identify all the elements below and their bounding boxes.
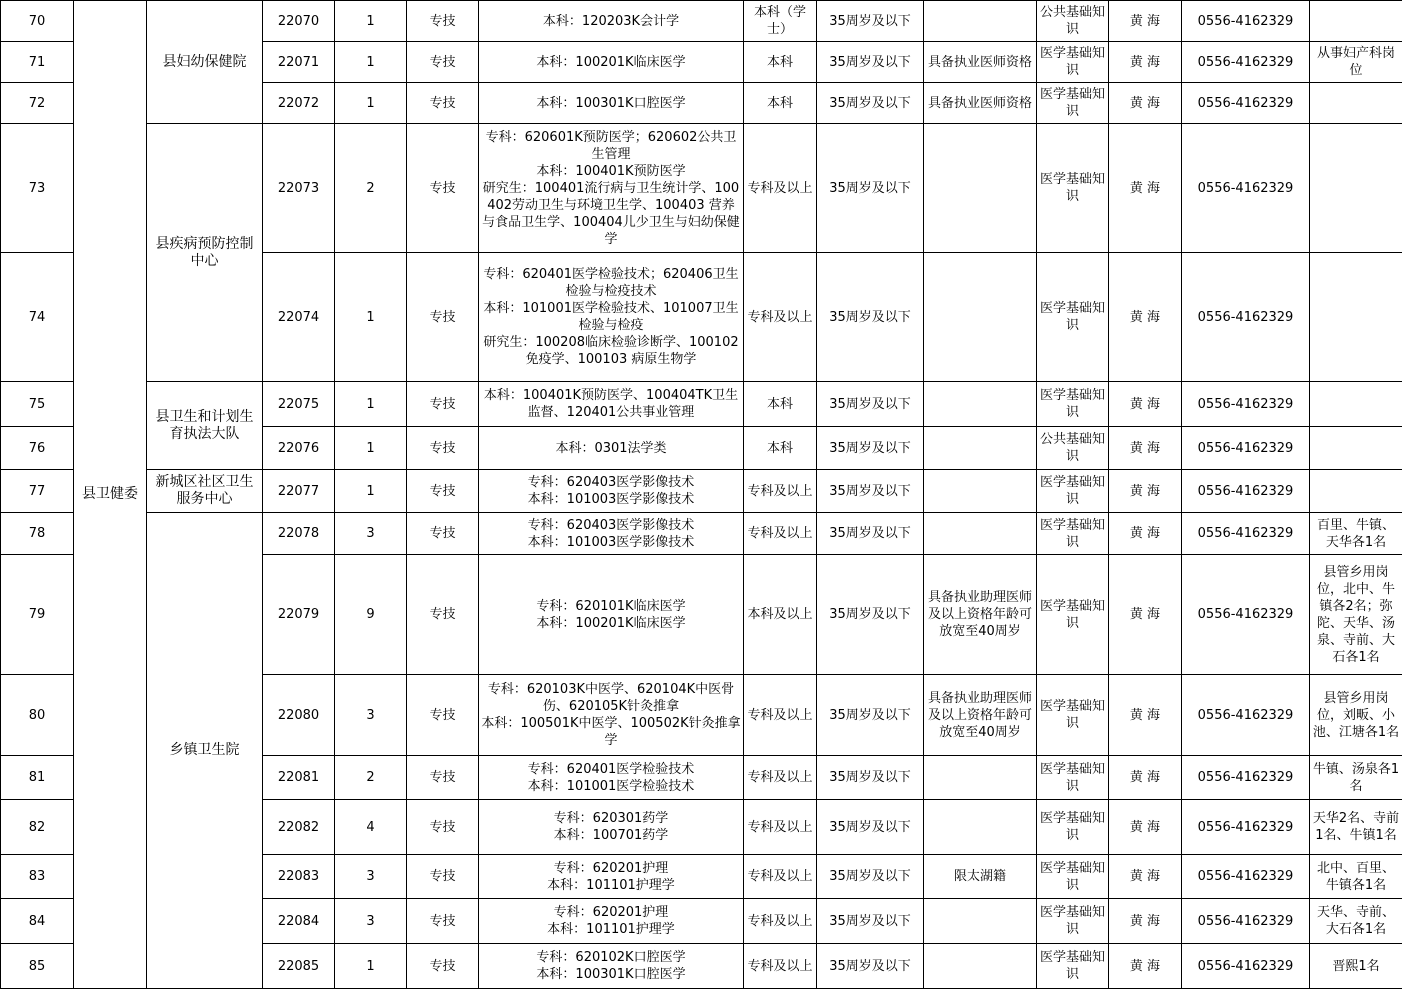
- education-requirement: 专科及以上: [744, 253, 817, 382]
- table-row: [1, 513, 1402, 555]
- row-seq: 83: [1, 855, 74, 899]
- post-count: 2: [335, 124, 407, 253]
- contact-person: 黄 海: [1109, 756, 1182, 800]
- education-requirement: 专科及以上: [744, 124, 817, 253]
- contact-person: 黄 海: [1109, 513, 1182, 555]
- contact-phone: 0556-4162329: [1182, 855, 1310, 899]
- education-requirement: 本科: [744, 42, 817, 83]
- post-count: 1: [335, 944, 407, 989]
- age-requirement: 35周岁及以下: [817, 675, 924, 756]
- post-count: 9: [335, 555, 407, 675]
- contact-phone: 0556-4162329: [1182, 83, 1310, 124]
- other-requirement: [924, 470, 1037, 513]
- major-requirement: 专科：620201护理 本科：101101护理学: [479, 855, 744, 899]
- row-seq: 85: [1, 944, 74, 989]
- contact-phone: 0556-4162329: [1182, 253, 1310, 382]
- post-count: 4: [335, 800, 407, 855]
- contact-phone: 0556-4162329: [1182, 944, 1310, 989]
- other-requirement: [924, 800, 1037, 855]
- major-requirement: 专科：620403医学影像技术 本科：101003医学影像技术: [479, 470, 744, 513]
- education-requirement: 本科: [744, 382, 817, 427]
- age-requirement: 35周岁及以下: [817, 1, 924, 42]
- contact-phone: 0556-4162329: [1182, 513, 1310, 555]
- remark: [1310, 253, 1402, 382]
- age-requirement: 35周岁及以下: [817, 513, 924, 555]
- post-count: 2: [335, 756, 407, 800]
- row-seq: 76: [1, 427, 74, 470]
- contact-person: 黄 海: [1109, 675, 1182, 756]
- exam-subject: 医学基础知识: [1037, 513, 1109, 555]
- major-requirement: 专科：620101K临床医学 本科：100201K临床医学: [479, 555, 744, 675]
- post-code: 22072: [263, 83, 335, 124]
- other-requirement: [924, 756, 1037, 800]
- education-requirement: 专科及以上: [744, 756, 817, 800]
- remark: 晋熙1名: [1310, 944, 1402, 989]
- other-requirement: [924, 253, 1037, 382]
- post-count: 3: [335, 675, 407, 756]
- other-requirement: [924, 944, 1037, 989]
- post-type: 专技: [407, 675, 479, 756]
- remark: 牛镇、汤泉各1名: [1310, 756, 1402, 800]
- post-count: 1: [335, 382, 407, 427]
- exam-subject: 医学基础知识: [1037, 800, 1109, 855]
- exam-subject: 医学基础知识: [1037, 83, 1109, 124]
- remark: [1310, 1, 1402, 42]
- row-seq: 73: [1, 124, 74, 253]
- exam-subject: 公共基础知识: [1037, 427, 1109, 470]
- remark: 天华2名、寺前1名、牛镇1名: [1310, 800, 1402, 855]
- remark: 百里、牛镇、天华各1名: [1310, 513, 1402, 555]
- post-code: 22079: [263, 555, 335, 675]
- remark: [1310, 382, 1402, 427]
- age-requirement: 35周岁及以下: [817, 42, 924, 83]
- contact-phone: 0556-4162329: [1182, 1, 1310, 42]
- post-type: 专技: [407, 800, 479, 855]
- other-requirement: 具备执业助理医师及以上资格年龄可放宽至40周岁: [924, 555, 1037, 675]
- age-requirement: 35周岁及以下: [817, 899, 924, 944]
- post-code: 22073: [263, 124, 335, 253]
- major-requirement: 专科：620601K预防医学；620602公共卫生管理 本科：100401K预防医学 研究生：100401流行病与卫生统计学、100402劳动卫生与环境卫生学、100403 营养与食品卫生学、100404儿少卫生与妇幼保健学: [479, 124, 744, 253]
- post-code: 22077: [263, 470, 335, 513]
- age-requirement: 35周岁及以下: [817, 124, 924, 253]
- contact-phone: 0556-4162329: [1182, 382, 1310, 427]
- row-seq: 78: [1, 513, 74, 555]
- age-requirement: 35周岁及以下: [817, 427, 924, 470]
- contact-phone: 0556-4162329: [1182, 555, 1310, 675]
- education-requirement: 专科及以上: [744, 470, 817, 513]
- education-requirement: 专科及以上: [744, 899, 817, 944]
- exam-subject: 医学基础知识: [1037, 675, 1109, 756]
- major-requirement: 本科：100401K预防医学、100404TK卫生监督、120401公共事业管理: [479, 382, 744, 427]
- department-cell: 县卫健委: [74, 1, 147, 989]
- post-type: 专技: [407, 42, 479, 83]
- major-requirement: 专科：620103K中医学、620104K中医骨伤、620105K针灸推拿 本科：100501K中医学、100502K针灸推拿学: [479, 675, 744, 756]
- other-requirement: 具备执业助理医师及以上资格年龄可放宽至40周岁: [924, 675, 1037, 756]
- row-seq: 82: [1, 800, 74, 855]
- major-requirement: 专科：620201护理 本科：101101护理学: [479, 899, 744, 944]
- contact-phone: 0556-4162329: [1182, 899, 1310, 944]
- post-count: 1: [335, 42, 407, 83]
- row-seq: 74: [1, 253, 74, 382]
- row-seq: 79: [1, 555, 74, 675]
- post-count: 3: [335, 855, 407, 899]
- age-requirement: 35周岁及以下: [817, 855, 924, 899]
- age-requirement: 35周岁及以下: [817, 555, 924, 675]
- remark: 天华、寺前、大石各1名: [1310, 899, 1402, 944]
- exam-subject: 医学基础知识: [1037, 756, 1109, 800]
- age-requirement: 35周岁及以下: [817, 944, 924, 989]
- unit-cell: 乡镇卫生院: [147, 513, 263, 989]
- post-type: 专技: [407, 382, 479, 427]
- contact-person: 黄 海: [1109, 470, 1182, 513]
- post-code: 22071: [263, 42, 335, 83]
- unit-cell: 县妇幼保健院: [147, 1, 263, 124]
- post-count: 3: [335, 899, 407, 944]
- post-code: 22080: [263, 675, 335, 756]
- post-code: 22070: [263, 1, 335, 42]
- other-requirement: [924, 1, 1037, 42]
- exam-subject: 医学基础知识: [1037, 555, 1109, 675]
- post-code: 22078: [263, 513, 335, 555]
- contact-phone: 0556-4162329: [1182, 470, 1310, 513]
- major-requirement: 专科：620401医学检验技术；620406卫生检验与检疫技术 本科：101001医学检验技术、101007卫生检验与检疫 研究生：100208临床检验诊断学、100102免疫学、100103 病原生物学: [479, 253, 744, 382]
- contact-person: 黄 海: [1109, 1, 1182, 42]
- education-requirement: 专科及以上: [744, 855, 817, 899]
- post-type: 专技: [407, 124, 479, 253]
- row-seq: 80: [1, 675, 74, 756]
- education-requirement: 专科及以上: [744, 513, 817, 555]
- post-type: 专技: [407, 855, 479, 899]
- exam-subject: 医学基础知识: [1037, 253, 1109, 382]
- contact-phone: 0556-4162329: [1182, 675, 1310, 756]
- table-row: [1, 124, 1402, 253]
- other-requirement: [924, 124, 1037, 253]
- other-requirement: 具备执业医师资格: [924, 83, 1037, 124]
- post-count: 1: [335, 1, 407, 42]
- other-requirement: [924, 899, 1037, 944]
- post-code: 22083: [263, 855, 335, 899]
- post-code: 22075: [263, 382, 335, 427]
- major-requirement: 本科：100301K口腔医学: [479, 83, 744, 124]
- age-requirement: 35周岁及以下: [817, 800, 924, 855]
- row-seq: 81: [1, 756, 74, 800]
- major-requirement: 专科：620403医学影像技术 本科：101003医学影像技术: [479, 513, 744, 555]
- remark: [1310, 124, 1402, 253]
- remark: 县管乡用岗位，刘畈、小池、江塘各1名: [1310, 675, 1402, 756]
- major-requirement: 本科：120203K会计学: [479, 1, 744, 42]
- remark: [1310, 83, 1402, 124]
- post-type: 专技: [407, 555, 479, 675]
- contact-phone: 0556-4162329: [1182, 124, 1310, 253]
- contact-person: 黄 海: [1109, 382, 1182, 427]
- exam-subject: 医学基础知识: [1037, 42, 1109, 83]
- remark: [1310, 470, 1402, 513]
- contact-person: 黄 海: [1109, 253, 1182, 382]
- post-code: 22082: [263, 800, 335, 855]
- exam-subject: 医学基础知识: [1037, 124, 1109, 253]
- post-count: 1: [335, 427, 407, 470]
- remark: 县管乡用岗位，北中、牛镇各2名；弥陀、天华、汤泉、寺前、大石各1名: [1310, 555, 1402, 675]
- major-requirement: 本科：100201K临床医学: [479, 42, 744, 83]
- contact-phone: 0556-4162329: [1182, 427, 1310, 470]
- post-count: 1: [335, 253, 407, 382]
- other-requirement: 具备执业医师资格: [924, 42, 1037, 83]
- contact-person: 黄 海: [1109, 124, 1182, 253]
- post-code: 22084: [263, 899, 335, 944]
- remark: 北中、百里、牛镇各1名: [1310, 855, 1402, 899]
- age-requirement: 35周岁及以下: [817, 756, 924, 800]
- post-type: 专技: [407, 1, 479, 42]
- exam-subject: 医学基础知识: [1037, 382, 1109, 427]
- row-seq: 71: [1, 42, 74, 83]
- row-seq: 75: [1, 382, 74, 427]
- education-requirement: 专科及以上: [744, 944, 817, 989]
- contact-person: 黄 海: [1109, 427, 1182, 470]
- post-type: 专技: [407, 756, 479, 800]
- post-type: 专技: [407, 253, 479, 382]
- row-seq: 72: [1, 83, 74, 124]
- remark: [1310, 427, 1402, 470]
- contact-phone: 0556-4162329: [1182, 42, 1310, 83]
- other-requirement: 限太湖籍: [924, 855, 1037, 899]
- table-row: [1, 1, 1402, 42]
- row-seq: 70: [1, 1, 74, 42]
- age-requirement: 35周岁及以下: [817, 83, 924, 124]
- education-requirement: 本科（学士）: [744, 1, 817, 42]
- post-type: 专技: [407, 513, 479, 555]
- post-type: 专技: [407, 944, 479, 989]
- education-requirement: 本科: [744, 83, 817, 124]
- unit-cell: 县卫生和计划生育执法大队: [147, 382, 263, 470]
- post-code: 22076: [263, 427, 335, 470]
- other-requirement: [924, 427, 1037, 470]
- age-requirement: 35周岁及以下: [817, 470, 924, 513]
- exam-subject: 医学基础知识: [1037, 899, 1109, 944]
- contact-person: 黄 海: [1109, 555, 1182, 675]
- post-code: 22085: [263, 944, 335, 989]
- exam-subject: 医学基础知识: [1037, 470, 1109, 513]
- other-requirement: [924, 382, 1037, 427]
- education-requirement: 专科及以上: [744, 675, 817, 756]
- post-code: 22081: [263, 756, 335, 800]
- major-requirement: 专科：620401医学检验技术 本科：101001医学检验技术: [479, 756, 744, 800]
- post-count: 1: [335, 83, 407, 124]
- post-type: 专技: [407, 83, 479, 124]
- table-row: [1, 382, 1402, 427]
- major-requirement: 本科：0301法学类: [479, 427, 744, 470]
- major-requirement: 专科：620301药学 本科：100701药学: [479, 800, 744, 855]
- other-requirement: [924, 513, 1037, 555]
- post-type: 专技: [407, 899, 479, 944]
- contact-person: 黄 海: [1109, 800, 1182, 855]
- exam-subject: 医学基础知识: [1037, 944, 1109, 989]
- contact-person: 黄 海: [1109, 944, 1182, 989]
- post-count: 3: [335, 513, 407, 555]
- row-seq: 77: [1, 470, 74, 513]
- post-count: 1: [335, 470, 407, 513]
- age-requirement: 35周岁及以下: [817, 253, 924, 382]
- post-code: 22074: [263, 253, 335, 382]
- contact-person: 黄 海: [1109, 899, 1182, 944]
- contact-phone: 0556-4162329: [1182, 800, 1310, 855]
- post-type: 专技: [407, 470, 479, 513]
- post-type: 专技: [407, 427, 479, 470]
- contact-phone: 0556-4162329: [1182, 756, 1310, 800]
- row-seq: 84: [1, 899, 74, 944]
- contact-person: 黄 海: [1109, 83, 1182, 124]
- education-requirement: 专科及以上: [744, 800, 817, 855]
- age-requirement: 35周岁及以下: [817, 382, 924, 427]
- unit-cell: 新城区社区卫生服务中心: [147, 470, 263, 513]
- table-row: [1, 470, 1402, 513]
- exam-subject: 公共基础知识: [1037, 1, 1109, 42]
- education-requirement: 本科: [744, 427, 817, 470]
- unit-cell: 县疾病预防控制中心: [147, 124, 263, 382]
- contact-person: 黄 海: [1109, 855, 1182, 899]
- exam-subject: 医学基础知识: [1037, 855, 1109, 899]
- education-requirement: 本科及以上: [744, 555, 817, 675]
- remark: 从事妇产科岗位: [1310, 42, 1402, 83]
- major-requirement: 专科：620102K口腔医学 本科：100301K口腔医学: [479, 944, 744, 989]
- contact-person: 黄 海: [1109, 42, 1182, 83]
